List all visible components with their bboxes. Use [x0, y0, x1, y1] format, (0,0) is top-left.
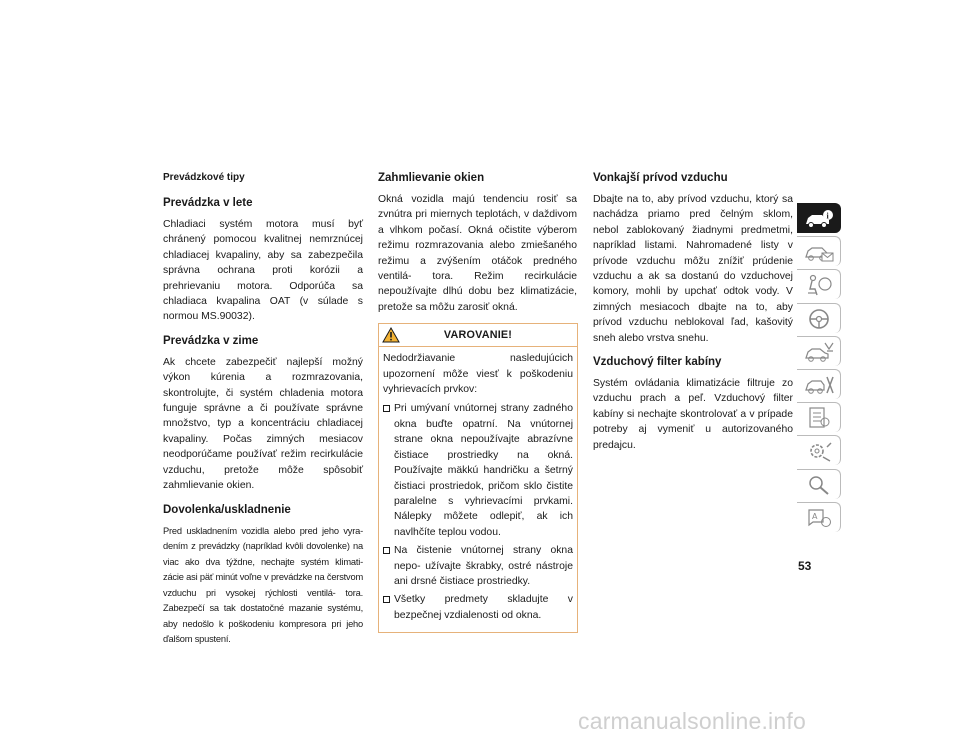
- tab-crash[interactable]: [797, 336, 841, 366]
- paragraph-winter: Ak chcete zabezpečiť najlepší možný výkon kúrenia a rozmrazovania, skontrolujte, či systém chladenia motora funguje správne a či používate správne množstvo, typ a koncentráciu chladiacej kvapaliny. Počas zimných mesiacov neodporúčame používať režim recirkulácie vzduchu, pretože môže spôsobiť zahmlievanie okien.: [163, 356, 363, 492]
- paragraph-summer: Chladiaci systém motora musí byť chránený pomocou kvalitnej nemrznúcej chladiacej kvapaliny, aby sa zabezpečila správna ochrana proti korózii a prehrievaniu motora. Odporúča sa chladiaca kvapalina OAT (v súlade s normou MS.90032).: [163, 219, 363, 323]
- warning-item: [383, 401, 573, 540]
- heading-summer: Prevádzka v lete: [163, 197, 253, 209]
- watermark: carmanualsonline.info: [578, 708, 806, 734]
- heading-cabin-filter: Vzduchový filter kabíny: [593, 356, 722, 369]
- tab-car-info[interactable]: [797, 203, 841, 233]
- tab-airbag[interactable]: [797, 269, 841, 299]
- checklist-icon: [803, 406, 835, 430]
- magnifier-icon: [803, 473, 835, 497]
- car-info-icon: [803, 207, 835, 231]
- square-bullet-icon: [383, 596, 390, 603]
- heading-winter: Prevádzka v zime: [163, 334, 259, 347]
- svg-text:i: i: [826, 211, 829, 221]
- warning-triangle-icon: [382, 327, 400, 343]
- language-icon: [803, 506, 835, 530]
- column-middle: [378, 170, 577, 633]
- warning-title: VAROVANIE!: [443, 329, 513, 342]
- tab-maintenance[interactable]: [797, 435, 841, 465]
- paragraph-storage: Pred uskladnením vozidla alebo pred jeho vyra- dením z prevádzky (napríklad kvôli dovolenke) na viac ako dva týždne, nechajte systém klimati- zácie asi päť minút voľne v prevádzke na čerstvom vzduchu pri vysokej rýchlosti ventilá- tora. Zabezpečí sa tak dostatočné mazanie systému, aby nedošlo k poškodeniu kompresora pri jeho ďalšom spustení.: [163, 525, 363, 644]
- heading-storage: Dovolenka/uskladnenie: [163, 503, 291, 516]
- chapter-tabs: [797, 203, 841, 535]
- airbag-icon: [803, 273, 835, 297]
- tab-steering[interactable]: [797, 303, 841, 333]
- warning-body: [379, 347, 577, 632]
- tab-car-mail[interactable]: [797, 236, 841, 266]
- section-label: Prevádzkové tipy: [163, 172, 245, 183]
- tab-language[interactable]: [797, 502, 841, 532]
- warning-item-text: Na čistenie vnútornej strany okna nepo- užívajte škrabky, ostré nástroje ani drsné čistiace prostriedky.: [394, 545, 573, 587]
- car-tools-icon: [803, 373, 835, 397]
- heading-window-fogging: Zahmlievanie okien: [378, 172, 485, 184]
- page-number: 53: [798, 559, 812, 573]
- tab-search[interactable]: [797, 469, 841, 499]
- tab-checklist[interactable]: [797, 402, 841, 432]
- svg-text:A: A: [812, 511, 818, 521]
- paragraph-air-intake: Dbajte na to, aby prívod vzduchu, ktorý sa nachádza priamo pred čelným sklom, nebol zablokovaný žiadnymi predmetmi, napríklad listami. Nahromadené listy v prívode vzduchu môžu znížiť prúdenie vzduchu a ak sa dostanú do vzduchovej komory, mohli by upchať odtok vody. V zimných mesiacoch dbajte na to, aby prívod vzduchu neblokoval ľad, kašovitý sneh alebo vrstva snehu.: [593, 194, 793, 344]
- warning-item-text: Všetky predmety skladujte v bezpečnej vzdialenosti od okna.: [394, 594, 573, 621]
- warning-header: [379, 324, 577, 347]
- column-left: [163, 170, 363, 658]
- warning-box: [378, 323, 578, 633]
- steering-wheel-icon: [803, 307, 835, 331]
- square-bullet-icon: [383, 405, 390, 412]
- heading-air-intake: Vonkajší prívod vzduchu: [593, 172, 728, 184]
- square-bullet-icon: [383, 547, 390, 554]
- paragraph-cabin-filter: Systém ovládania klimatizácie filtruje zo vzduchu prach a peľ. Vzduchový filter kabíny si nechajte skontrolovať a v prípade potreby aj vymeniť u autorizovaného predajcu.: [593, 378, 793, 451]
- paragraph-window-fogging: Okná vozidla majú tendenciu rosiť sa zvnútra pri miernych teplotách, v daždivom a vlhkom počasí. Okná očistite výberom režimu rozmrazovania alebo zmiešaného režimu a zvýšením otáčok predného ventilá- tora. Režim recirkulácie nepoužívajte dlhú dobu bez klimatizácie, pretože sa môžu zarosiť okná.: [378, 194, 577, 313]
- tab-car-tools[interactable]: [797, 369, 841, 399]
- crash-car-icon: [803, 340, 835, 364]
- warning-item: [383, 592, 573, 623]
- car-mail-icon: [803, 240, 835, 264]
- gear-wrench-icon: [803, 439, 835, 463]
- warning-item-text: Pri umývaní vnútornej strany zadného okna buďte opatrní. Na vnútornej strane okna nepoužívajte abrazívne čistiace prostriedky na okná. Používajte mäkkú handričku a šetrný čistiaci prostriedok, pričom sklo čistite paralelne s vyhrievacími prvkami. Nálepky môžete odlepiť, ak ich navlhčíte teplou vodou.: [394, 403, 573, 538]
- warning-intro: Nedodržiavanie nasledujúcich upozornení môže viesť k poškodeniu vyhrievacích prvkov:: [383, 353, 573, 396]
- column-right: [593, 170, 793, 463]
- warning-item: [383, 543, 573, 589]
